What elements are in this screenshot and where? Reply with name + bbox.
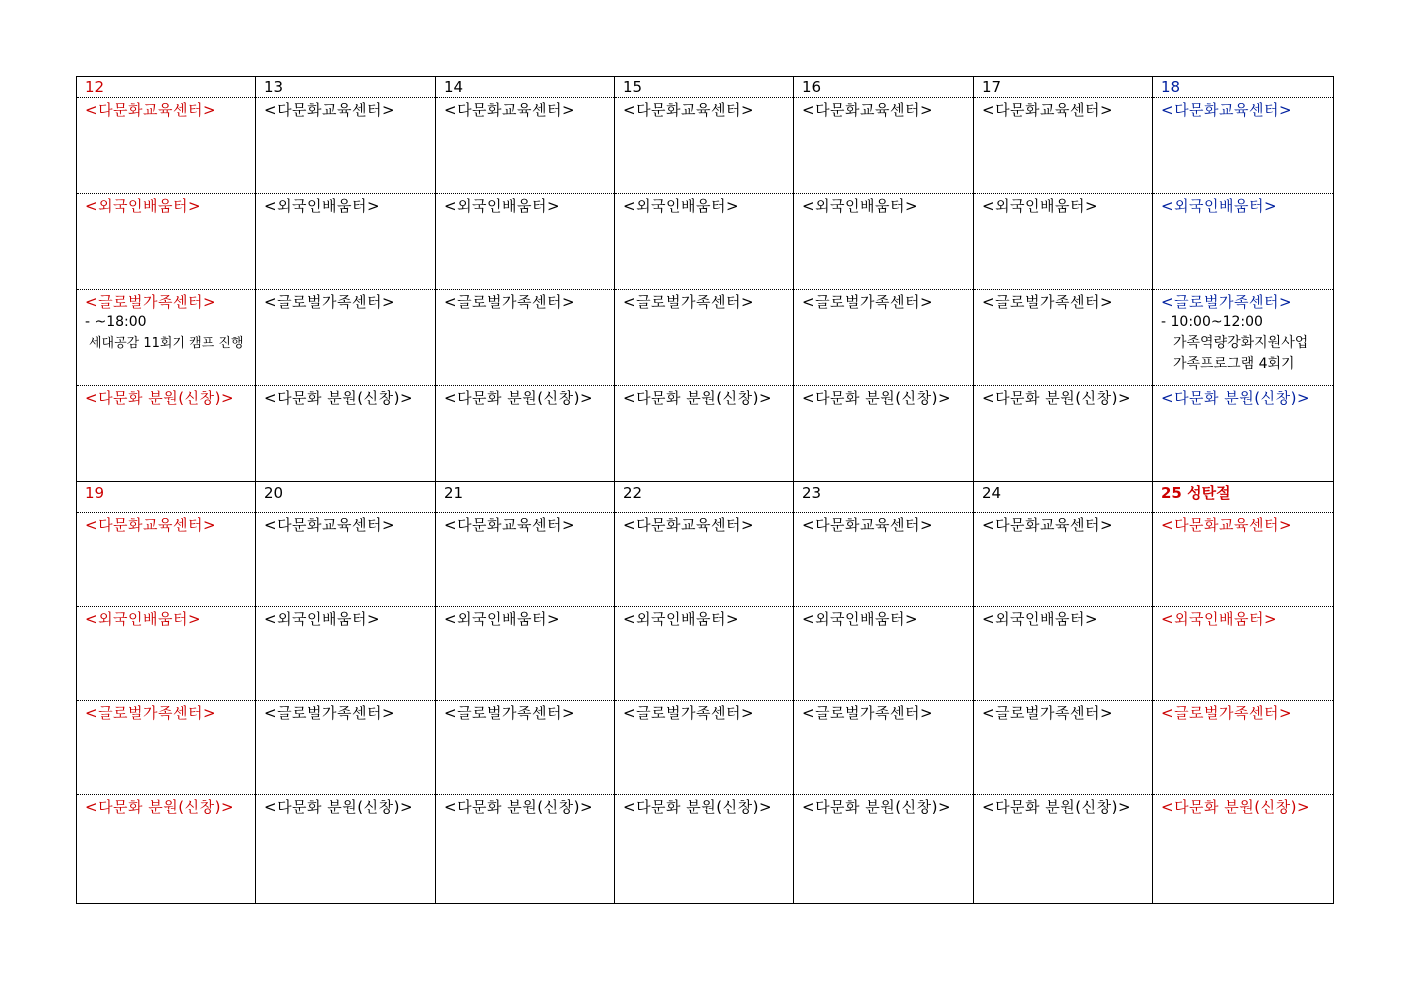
activity-label: <외국인배움터> <box>264 610 381 628</box>
event-description: 가족프로그램 4회기 <box>1173 356 1295 372</box>
activity-label: <다문화교육센터> <box>264 516 396 534</box>
activity-label: <글로벌가족센터> <box>982 293 1114 311</box>
activity-label: <다문화 분원(신창)> <box>802 389 952 407</box>
activity-label: <다문화교육센터> <box>444 516 576 534</box>
activity-label: <글로벌가족센터> <box>85 704 217 722</box>
activity-label: <다문화교육센터> <box>982 101 1114 119</box>
activity-label: <글로벌가족센터> <box>444 704 576 722</box>
week2-row-foreigner-school <box>77 607 1334 701</box>
date-cell: 23 <box>794 482 974 513</box>
activity-cell <box>436 386 615 482</box>
activity-cell <box>77 607 256 701</box>
calendar-table <box>76 76 1334 904</box>
activity-cell <box>1153 194 1334 290</box>
activity-cell <box>436 513 615 607</box>
activity-cell <box>1153 701 1334 795</box>
activity-label: <다문화교육센터> <box>264 101 396 119</box>
activity-cell <box>1153 290 1334 386</box>
activity-label: <다문화교육센터> <box>623 101 755 119</box>
activity-label: <다문화교육센터> <box>982 516 1114 534</box>
activity-label: <외국인배움터> <box>623 197 740 215</box>
activity-cell <box>794 290 974 386</box>
event-time: - ~18:00 <box>85 314 147 330</box>
activity-label: <다문화교육센터> <box>802 101 934 119</box>
activity-label: <다문화 분원(신창)> <box>264 798 414 816</box>
activity-label: <외국인배움터> <box>982 197 1099 215</box>
activity-cell <box>615 386 794 482</box>
date-cell: 24 <box>974 482 1153 513</box>
activity-label: <다문화 분원(신창)> <box>444 389 594 407</box>
activity-cell <box>436 701 615 795</box>
activity-label: <다문화 분원(신창)> <box>982 798 1132 816</box>
activity-label: <글로벌가족센터> <box>802 704 934 722</box>
activity-cell <box>615 194 794 290</box>
week1-row-branch-sinchang <box>77 386 1334 482</box>
date-cell: 22 <box>615 482 794 513</box>
activity-cell <box>256 290 436 386</box>
activity-label: <외국인배움터> <box>802 197 919 215</box>
date-cell: 21 <box>436 482 615 513</box>
activity-label: <다문화교육센터> <box>85 516 217 534</box>
activity-cell <box>77 194 256 290</box>
activity-label: <글로벌가족센터> <box>85 293 217 311</box>
activity-cell <box>794 194 974 290</box>
activity-cell <box>256 701 436 795</box>
date-cell: 20 <box>256 482 436 513</box>
activity-label: <다문화교육센터> <box>444 101 576 119</box>
activity-cell <box>974 290 1153 386</box>
activity-label: <외국인배움터> <box>1161 610 1278 628</box>
activity-label: <글로벌가족센터> <box>623 293 755 311</box>
activity-cell <box>974 386 1153 482</box>
event-description: 가족역량강화지원사업 <box>1173 335 1309 351</box>
activity-cell <box>77 513 256 607</box>
date-cell: 17 <box>974 77 1153 98</box>
activity-cell <box>794 701 974 795</box>
date-cell: 14 <box>436 77 615 98</box>
activity-label: <다문화 분원(신창)> <box>982 389 1132 407</box>
activity-cell <box>1153 795 1334 904</box>
week1-row-global-family-center <box>77 290 1334 386</box>
activity-cell <box>77 98 256 194</box>
activity-label: <글로벌가족센터> <box>444 293 576 311</box>
date-cell: 13 <box>256 77 436 98</box>
activity-label: <다문화교육센터> <box>802 516 934 534</box>
week2-row-global-family-center <box>77 701 1334 795</box>
activity-cell <box>436 290 615 386</box>
activity-cell <box>256 386 436 482</box>
activity-cell <box>256 194 436 290</box>
activity-label: <외국인배움터> <box>85 610 202 628</box>
activity-label: <다문화 분원(신창)> <box>623 798 773 816</box>
activity-cell <box>615 701 794 795</box>
date-cell: 12 <box>77 77 256 98</box>
activity-label: <다문화 분원(신창)> <box>1161 389 1311 407</box>
activity-label: <외국인배움터> <box>1161 197 1278 215</box>
activity-cell <box>77 290 256 386</box>
activity-label: <다문화 분원(신창)> <box>85 389 235 407</box>
activity-label: <다문화 분원(신창)> <box>444 798 594 816</box>
activity-label: <외국인배움터> <box>802 610 919 628</box>
week2-date-row <box>77 482 1334 513</box>
activity-cell <box>256 795 436 904</box>
activity-label: <외국인배움터> <box>444 610 561 628</box>
activity-cell <box>1153 98 1334 194</box>
activity-cell <box>1153 607 1334 701</box>
activity-label: <글로벌가족센터> <box>264 704 396 722</box>
activity-cell <box>615 98 794 194</box>
activity-cell <box>615 290 794 386</box>
activity-cell <box>1153 386 1334 482</box>
activity-label: <외국인배움터> <box>623 610 740 628</box>
date-cell: 15 <box>615 77 794 98</box>
activity-cell <box>974 194 1153 290</box>
activity-cell <box>436 795 615 904</box>
week1-row-foreigner-school <box>77 194 1334 290</box>
activity-label: <다문화교육센터> <box>623 516 755 534</box>
week1-row-multicultural-center <box>77 98 1334 194</box>
activity-cell <box>256 513 436 607</box>
activity-cell <box>794 607 974 701</box>
activity-cell <box>794 513 974 607</box>
activity-cell <box>256 607 436 701</box>
activity-cell <box>974 513 1153 607</box>
activity-label: <다문화교육센터> <box>85 101 217 119</box>
event-time: - 10:00~12:00 <box>1161 314 1263 330</box>
activity-cell <box>1153 513 1334 607</box>
date-cell: 19 <box>77 482 256 513</box>
date-cell-holiday: 25 성탄절 <box>1153 482 1334 513</box>
date-cell: 18 <box>1153 77 1334 98</box>
activity-cell <box>77 795 256 904</box>
activity-cell <box>794 795 974 904</box>
activity-cell <box>974 607 1153 701</box>
activity-cell <box>615 513 794 607</box>
activity-label: <글로벌가족센터> <box>1161 704 1293 722</box>
activity-label: <글로벌가족센터> <box>264 293 396 311</box>
week2-row-multicultural-center <box>77 513 1334 607</box>
activity-label: <글로벌가족센터> <box>623 704 755 722</box>
activity-cell <box>794 98 974 194</box>
activity-cell <box>794 386 974 482</box>
activity-label: <다문화 분원(신창)> <box>802 798 952 816</box>
activity-label: <외국인배움터> <box>982 610 1099 628</box>
activity-cell <box>436 194 615 290</box>
activity-label: <다문화교육센터> <box>1161 101 1293 119</box>
activity-cell <box>974 701 1153 795</box>
activity-label: <글로벌가족센터> <box>1161 293 1293 311</box>
activity-label: <외국인배움터> <box>444 197 561 215</box>
activity-cell <box>77 701 256 795</box>
activity-label: <글로벌가족센터> <box>982 704 1114 722</box>
activity-cell <box>974 795 1153 904</box>
activity-cell <box>974 98 1153 194</box>
activity-label: <다문화 분원(신창)> <box>623 389 773 407</box>
activity-cell <box>436 98 615 194</box>
activity-cell <box>615 607 794 701</box>
activity-cell <box>615 795 794 904</box>
activity-label: <다문화 분원(신창)> <box>85 798 235 816</box>
activity-label: <다문화 분원(신창)> <box>1161 798 1311 816</box>
activity-cell <box>436 607 615 701</box>
activity-cell <box>77 386 256 482</box>
week2-row-branch-sinchang <box>77 795 1334 904</box>
date-cell: 16 <box>794 77 974 98</box>
activity-label: <다문화 분원(신창)> <box>264 389 414 407</box>
event-description: 세대공감 11회기 캠프 진행 <box>89 336 244 351</box>
week1-date-row <box>77 77 1334 98</box>
activity-cell <box>256 98 436 194</box>
activity-label: <외국인배움터> <box>264 197 381 215</box>
activity-label: <다문화교육센터> <box>1161 516 1293 534</box>
activity-label: <글로벌가족센터> <box>802 293 934 311</box>
activity-label: <외국인배움터> <box>85 197 202 215</box>
